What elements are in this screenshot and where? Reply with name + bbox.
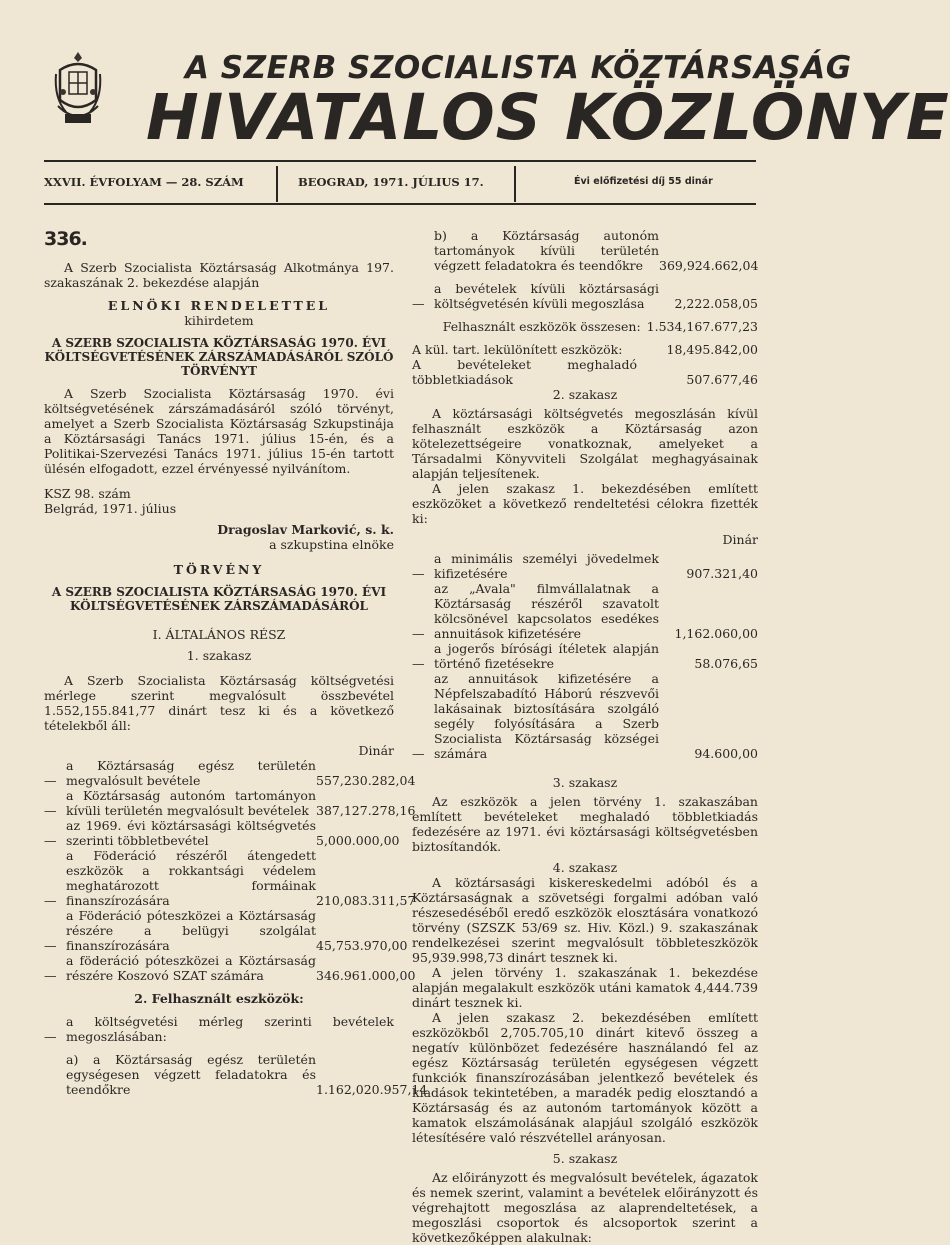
total-value: 1.534,167.677,23 [646, 319, 758, 334]
revenue-item [44, 908, 408, 953]
item-value: 387,127.278,16 [316, 803, 416, 818]
item-dash: — [412, 566, 425, 581]
section-1-heading: 1. szakasz [186, 648, 252, 663]
section-5-heading: 5. szakasz [552, 1151, 618, 1166]
act-number: 336. [44, 228, 87, 250]
item-value: 58.076,65 [694, 656, 758, 671]
payment-item [412, 581, 758, 641]
left-column [44, 228, 428, 1097]
item-value: 907.321,40 [686, 566, 758, 581]
right-column [412, 228, 758, 1245]
item-label: az 1969. évi köztársasági költségvetés szerinti többletbevétel [66, 818, 316, 848]
total-row [412, 319, 758, 334]
masthead-title: HIVATALOS KÖZLÖNYE [146, 81, 950, 154]
item-label: a bevételek kívüli köztársasági költségvetésén kívüli megoszlása [434, 281, 659, 311]
section-2-heading: 2. Felhasznált eszközök: [134, 991, 304, 1006]
item-dash: — [412, 296, 425, 311]
item-value: 94.600,00 [694, 746, 758, 761]
info-divider [514, 166, 516, 202]
item-label: az „Avala" filmvállalatnak a Köztársaság részéről szavatolt kölcsönével kapcsolatos esedékes annuitások kifizetésére [434, 581, 659, 641]
item-label: b) a Köztársaság autonóm tartományok kívüli területén végzett feladatokra és teendőkre [434, 228, 659, 273]
item-value: 45,753.970,00 [316, 938, 408, 953]
item-label: a föderáció póteszközei a Köztársaság részére Koszovó SZAT számára [66, 953, 316, 983]
item-dash: — [44, 1029, 57, 1044]
currency-label: Dinár [722, 532, 758, 547]
item-value: 507.677,46 [686, 372, 758, 387]
section-2-text: A köztársasági költségvetés megoszlásán kívül felhasznált eszközök a Köztársaság azon kötelezettségeire vonatkoznak, amelyeket a Társadalmi Könyvviteli Szolgálat meghagyásainak alapján teljesítenek. [412, 406, 758, 481]
place-date: BEOGRAD, 1971. JÚLIUS 17. [298, 175, 484, 189]
volume-number: XXVII. ÉVFOLYAM — 28. SZÁM [44, 175, 244, 189]
section-4-text-3: A jelen szakasz 2. bekezdésében említett eszközökből 2,705.705,10 dinárt kitevő összeg a negatív különbözet fedezésére használandó fel az egész Köztársaság területén egységesen végzett funkciók finanszírozásában jelentkező bevételek és kiadások tekintetében, a maradék pedig elosztandó a Köztársaság és az autonóm tartományok között a kamatok elszámolásának alapjául szolgáló eszközök létesítésére való részvétellel arányosan. [412, 1010, 758, 1145]
item-value: 210,083.311,57 [316, 893, 416, 908]
item-value: 369,924.662,04 [659, 258, 759, 273]
revenue-item [44, 788, 416, 818]
header-rule-top [44, 160, 756, 162]
expense-item [44, 1014, 394, 1044]
coat-of-arms-emblem [52, 48, 104, 136]
payment-item [412, 551, 758, 581]
section-4-text-2: A jelen törvény 1. szakaszának 1. bekezdése alapján megalakult eszközök utáni kamatok 4,444.739 dinárt tesznek ki. [412, 965, 758, 1010]
excess-expense-row [412, 357, 758, 387]
preamble: A Szerb Szocialista Köztársaság Alkotmánya 197. szakaszának 2. bekezdése alapján [44, 260, 394, 290]
item-dash: — [412, 626, 425, 641]
item-label: a Köztársaság autonóm tartományon kívüli területén megvalósult bevételek [66, 788, 316, 818]
promulgation-text: A Szerb Szocialista Köztársaság 1970. évi költségvetésének zárszámadásáról szóló törvényt, amelyet a Szerb Szocialista Köztársaság Szkupstinája a Köztársasági Tanács 1971. július 15-én, és a Politikai-Szervezési Tanács 1971. július 15-én tartott ülésén elfogadott, ezzel érvényessé nyilvánítom. [44, 386, 394, 476]
masthead-supertitle: A SZERB SZOCIALISTA KÖZTÁRSASÁG [185, 50, 852, 86]
item-value: 1.162,020.957,14 [316, 1082, 428, 1097]
part-heading: I. ÁLTALÁNOS RÉSZ [152, 627, 286, 642]
separated-funds-row [412, 342, 758, 357]
item-dash: — [412, 746, 425, 761]
info-bar [44, 163, 756, 203]
item-label: a minimális személyi jövedelmek kifizetésére [434, 551, 659, 581]
item-label: a Köztársaság egész területén megvalósult bevétele [66, 758, 316, 788]
item-dash: — [44, 773, 57, 788]
expense-item [44, 1052, 428, 1097]
item-value: 557,230.282,04 [316, 773, 416, 788]
item-dash: — [44, 938, 57, 953]
item-dash: — [44, 893, 57, 908]
section-2-text-2: A jelen szakasz 1. bekezdésében említett eszközöket a következő rendeltetési célokra fizették ki: [412, 481, 758, 526]
item-dash: — [44, 803, 57, 818]
section-4-text: A köztársasági kiskereskedelmi adóból és a Köztársaságnak a szövetségi forgalmi adóban való részesedéséből eredő eszközök elosztására vonatkozó törvény (SZSZK 53/69 sz. Hiv. Közl.) 9. szakaszának rendelkezései szerint megvalósult többleteszközök 95,939.998,73 dinárt tesznek ki. [412, 875, 758, 965]
item-value: 5,000.000,00 [316, 833, 400, 848]
section-4-heading: 4. szakasz [552, 860, 618, 875]
expense-item [412, 228, 758, 273]
item-label: a jogerős bírósági ítéletek alapján történő fizetésekre [434, 641, 659, 671]
item-value: 1,162.060,00 [674, 626, 758, 641]
revenue-item [44, 848, 416, 908]
item-dash: — [44, 968, 57, 983]
section-2-heading: 2. szakasz [552, 387, 618, 402]
signer-name: Dragoslav Marković, s. k. [217, 522, 394, 537]
signer-title: a szkupstina elnöke [269, 537, 394, 552]
section-5-text: Az előirányzott és megvalósult bevételek, ágazatok és nemek szerint, valamint a bevételek előirányzott és végrehajtott megoszlása az alaprendeltetések, a megoszlási csoportok és alcsoportok szerint a következőképpen alakulnak: [412, 1170, 758, 1245]
section-1-text: A Szerb Szocialista Köztársaság költségvetési mérlege szerint megvalósult összbevétel 1.552,155.841,77 dinárt tesz ki és a következő tételekből áll: [44, 673, 394, 733]
currency-label: Dinár [358, 743, 394, 758]
item-label: a költségvetési mérleg szerinti bevételek megoszlásában: [66, 1014, 394, 1044]
revenue-item [44, 953, 416, 983]
payment-item [412, 671, 758, 761]
revenue-item [44, 818, 400, 848]
section-3-text: Az eszközök a jelen törvény 1. szakaszában említett bevételeket meghaladó többletkiadás fedezésére az 1971. évi köztársasági költségvetésben biztosítandók. [412, 794, 758, 854]
header-rule-bottom [44, 203, 756, 205]
decree-heading: ELNÖKI RENDELETTEL [107, 298, 331, 313]
item-label: az annuitások kifizetésére a Népfelszabadító Háború részvevői lakásainak biztosítására szolgáló segély folyósítására a Szerb Szocialista Köztársaság községei számára [434, 671, 659, 761]
item-dash: — [44, 833, 57, 848]
expense-item [412, 281, 758, 311]
item-label: a) a Köztársaság egész területén egységesen végzett feladatokra és teendőkre [66, 1052, 316, 1097]
item-label: A kül. tart. lekülönített eszközök: [412, 342, 623, 357]
item-dash: — [412, 656, 425, 671]
payment-items [412, 551, 758, 761]
promulgated-law-title: A SZERB SZOCIALISTA KÖZTÁRSASÁG 1970. ÉVI KÖLTSÉGVETÉSÉNEK ZÁRSZÁMADÁSÁRÓL SZÓLÓ TÖRVÉNYT [44, 336, 394, 378]
decree-subheading: kihirdetem [184, 313, 254, 328]
law-title: A SZERB SZOCIALISTA KÖZTÁRSASÁG 1970. ÉVI KÖLTSÉGVETÉSÉNEK ZÁRSZÁMADÁSÁRÓL [51, 585, 387, 613]
item-value: 18,495.842,00 [666, 342, 758, 357]
subscription-price: Évi előfizetési díj 55 dinár [574, 176, 713, 187]
payment-item [412, 641, 758, 671]
ksz-number: KSZ 98. szám [44, 486, 131, 501]
item-value: 2,222.058,05 [674, 296, 758, 311]
info-divider [276, 166, 278, 202]
law-heading: TÖRVÉNY [173, 562, 265, 577]
item-label: A bevételeket meghaladó többletkiadások [412, 357, 637, 387]
item-label: a Föderáció részéről átengedett eszközök a rokkantsági védelem meghatározott formáinak finanszírozására [66, 848, 316, 908]
section-3-heading: 3. szakasz [552, 775, 618, 790]
item-label: a Föderáció póteszközei a Köztársaság részére a belügyi szolgálat finanszírozására [66, 908, 316, 953]
total-label: Felhasznált eszközök összesen: [442, 319, 641, 334]
revenue-items [44, 758, 416, 983]
revenue-item [44, 758, 416, 788]
item-value: 346.961.000,00 [316, 968, 416, 983]
place-of-issue: Belgrád, 1971. július [44, 501, 177, 516]
